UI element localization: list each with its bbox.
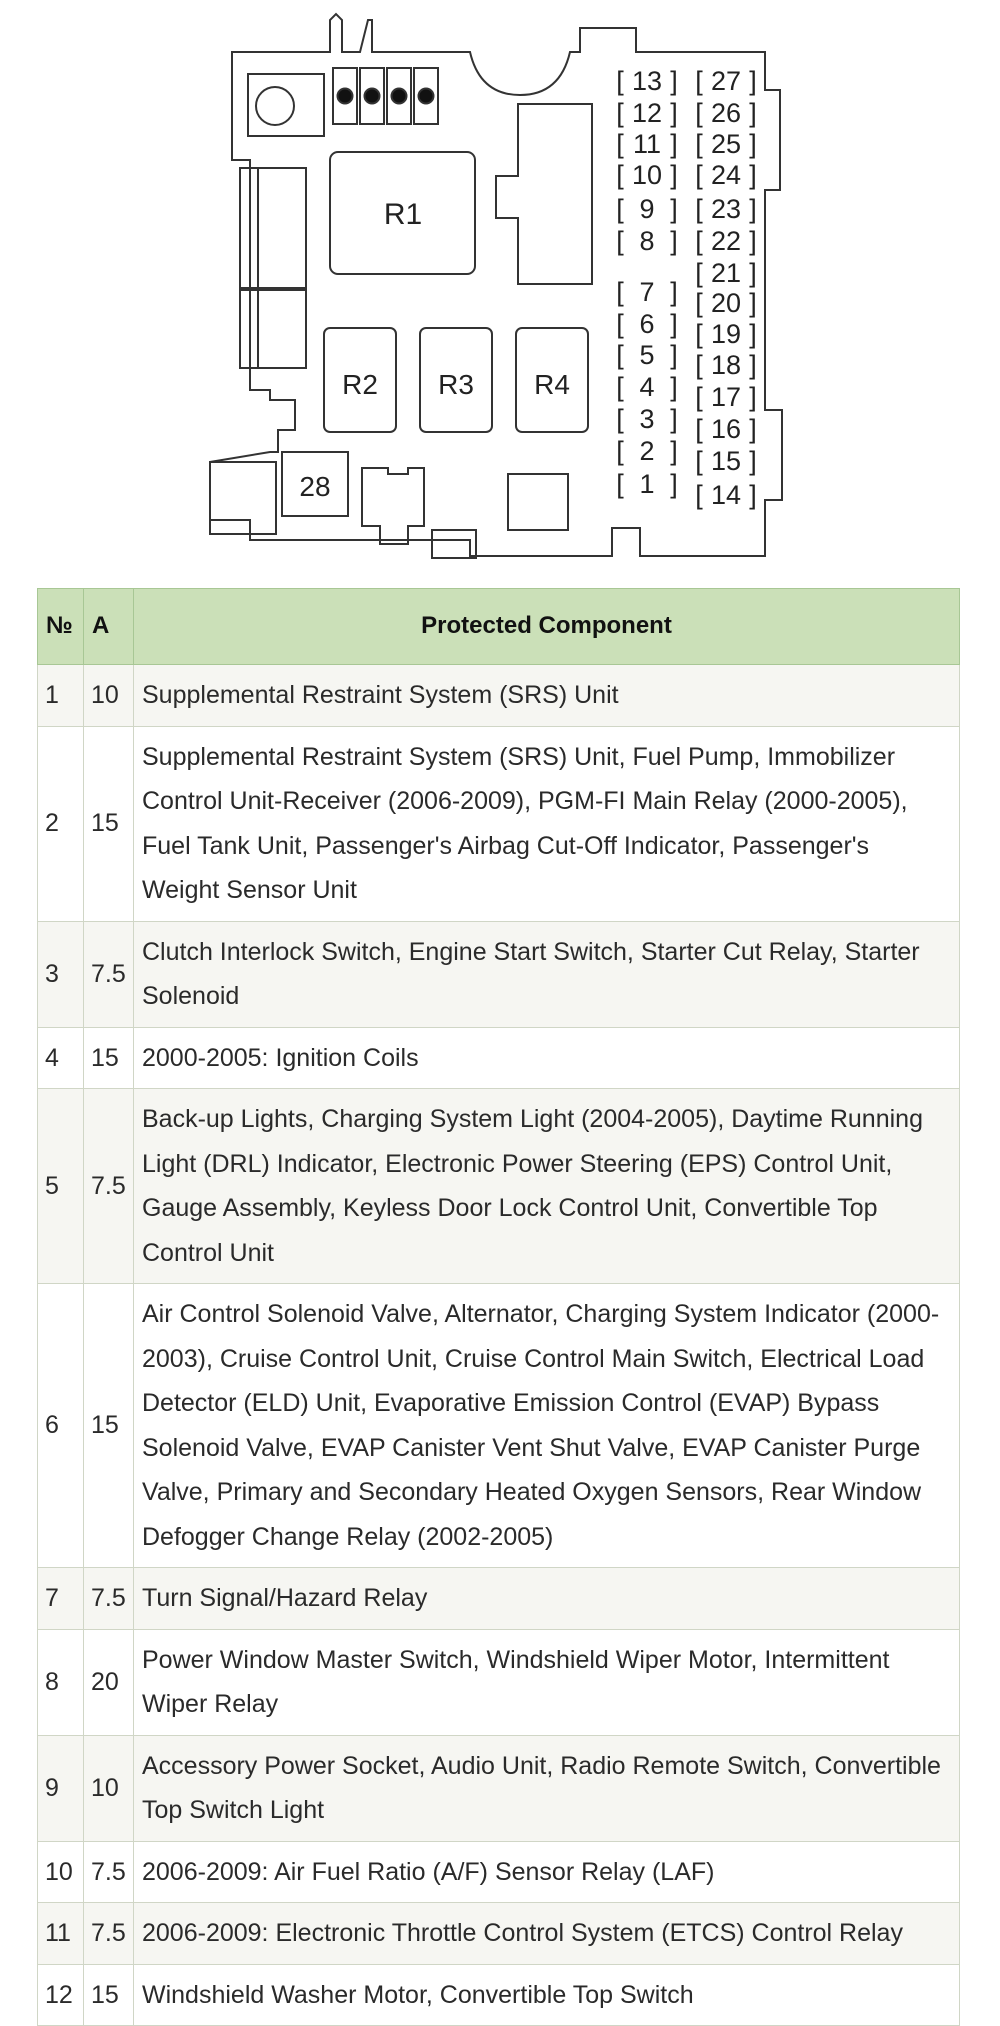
fuse-slot-bracket-left: [: [616, 340, 624, 370]
fuse-slot: [695, 98, 757, 128]
fuse-slot: [695, 226, 757, 256]
fuse-slot-bracket-left: [: [616, 226, 624, 256]
fuse-slot-label: 20: [710, 288, 742, 318]
fuse-slot-bracket-right: ]: [749, 350, 757, 380]
table-row: [38, 921, 960, 1027]
fuse-slot-label: 14: [710, 480, 742, 510]
fuse-amperage: 15: [84, 726, 134, 921]
protected-component: 2006-2009: Air Fuel Ratio (A/F) Sensor Relay (LAF): [134, 1841, 960, 1903]
fuse-amperage: 10: [84, 665, 134, 727]
fuse-slot-bracket-left: [: [695, 194, 703, 224]
fuse-slot: [616, 277, 678, 307]
fuse-slot: [695, 66, 757, 96]
fuse-slot-bracket-left: [: [616, 98, 624, 128]
fuse-number: 11: [38, 1903, 84, 1965]
fuse-slot-bracket-right: ]: [670, 404, 678, 434]
fuse-slot-bracket-left: [: [695, 226, 703, 256]
fuse-slot-label: 16: [710, 414, 742, 444]
fuse-number: 7: [38, 1568, 84, 1630]
fuse-amperage: 7.5: [84, 1841, 134, 1903]
table-row: [38, 726, 960, 921]
header-component: Protected Component: [134, 589, 960, 665]
fuse-slot-bracket-left: [: [616, 194, 624, 224]
fuse-amperage: 7.5: [84, 1089, 134, 1284]
relay-r3-label: R3: [438, 369, 474, 400]
header-number: №: [38, 589, 84, 665]
protected-component: Back-up Lights, Charging System Light (2004-2005), Daytime Running Light (DRL) Indicator, Electronic Power Steering (EPS) Control Unit, Gauge Assembly, Keyless Door Lock Control Unit, Convertible Top Control Unit: [134, 1089, 960, 1284]
fuse-amperage: 7.5: [84, 921, 134, 1027]
fuse-slot-bracket-left: [: [695, 414, 703, 444]
fuse-amperage: 7.5: [84, 1903, 134, 1965]
fuse-slot-label: 11: [632, 129, 662, 159]
fuse-slot: [695, 288, 757, 318]
fuse-amperage: 15: [84, 1964, 134, 2026]
table-row: [38, 1568, 960, 1630]
fuse-slot-bracket-right: ]: [749, 480, 757, 510]
fuse-slot-label: 17: [710, 382, 742, 412]
protected-component: Supplemental Restraint System (SRS) Unit: [134, 665, 960, 727]
fuse-slot: [616, 129, 678, 159]
fuse-slot-label: 23: [710, 194, 742, 224]
fuse-slot: [695, 480, 757, 510]
fuse-slot-label: 15: [710, 446, 742, 476]
fuse-slot-label: 22: [710, 226, 742, 256]
table-row: [38, 665, 960, 727]
fuse-number: 3: [38, 921, 84, 1027]
fuse-slot-label: 21: [710, 258, 742, 288]
fuse-slot-bracket-left: [: [695, 319, 703, 349]
table-row: [38, 1089, 960, 1284]
fuse-slot-bracket-right: ]: [749, 98, 757, 128]
fuse-slot-bracket-right: ]: [670, 194, 678, 224]
fuse-slot-label: 7: [639, 277, 655, 307]
fuse-slot: [616, 160, 678, 190]
header-amperage: A: [84, 589, 134, 665]
protected-component: Air Control Solenoid Valve, Alternator, Charging System Indicator (2000-2003), Cruise Control Unit, Cruise Control Main Switch, Electrical Load Detector (ELD) Unit, Evaporative Emission Control (EVAP) Bypass Solenoid Valve, EVAP Canister Vent Shut Valve, EVAP Canister Purge Valve, Primary and Secondary Heated Oxygen Sensors, Rear Window Defogger Change Relay (2002-2005): [134, 1284, 960, 1568]
fuse-slot-bracket-left: [: [616, 129, 624, 159]
fuse-slot-bracket-left: [: [616, 372, 624, 402]
fuse-slot-label: 2: [639, 436, 655, 466]
fuse-slot-bracket-right: ]: [670, 469, 678, 499]
fuse-slot-bracket-right: ]: [670, 160, 678, 190]
fuse-table: [37, 588, 960, 2026]
fuse-slot-label: 4: [639, 372, 655, 402]
fuse-number: 2: [38, 726, 84, 921]
protected-component: 2000-2005: Ignition Coils: [134, 1027, 960, 1089]
fuse-slot-bracket-left: [: [695, 382, 703, 412]
table-header-row: [38, 589, 960, 665]
fuse-slot-bracket-left: [: [616, 404, 624, 434]
fuse-slot-bracket-right: ]: [749, 258, 757, 288]
fuse-slot: [695, 194, 757, 224]
fuse-slot-label: 12: [631, 98, 663, 128]
fuse-slot: [695, 129, 757, 159]
fuse-number: 4: [38, 1027, 84, 1089]
fuse-slot-bracket-left: [: [616, 469, 624, 499]
diagram-labels: [0, 0, 1000, 588]
fuse-slot: [695, 258, 757, 288]
fuse-slot-bracket-right: ]: [749, 160, 757, 190]
fuse-slot: [616, 404, 678, 434]
protected-component: Power Window Master Switch, Windshield Wiper Motor, Intermittent Wiper Relay: [134, 1629, 960, 1735]
table-body: [38, 665, 960, 2026]
protected-component: Supplemental Restraint System (SRS) Unit, Fuel Pump, Immobilizer Control Unit-Receiver (2006-2009), PGM-FI Main Relay (2000-2005), Fuel Tank Unit, Passenger's Airbag Cut-Off Indicator, Passenger's Weight Sensor Unit: [134, 726, 960, 921]
fuse-slot-bracket-left: [: [695, 98, 703, 128]
fuse-slot-label: 13: [631, 66, 663, 96]
fuse-amperage: 15: [84, 1284, 134, 1568]
fuse-slot: [616, 98, 678, 128]
fuse-number: 1: [38, 665, 84, 727]
fuse-slot-label: 10: [631, 160, 663, 190]
fuse-slot-bracket-right: ]: [749, 288, 757, 318]
protected-component: Accessory Power Socket, Audio Unit, Radio Remote Switch, Convertible Top Switch Light: [134, 1735, 960, 1841]
protected-component: Clutch Interlock Switch, Engine Start Switch, Starter Cut Relay, Starter Solenoid: [134, 921, 960, 1027]
fuse-slot: [616, 469, 678, 499]
protected-component: 2006-2009: Electronic Throttle Control System (ETCS) Control Relay: [134, 1903, 960, 1965]
fuse-slot: [695, 160, 757, 190]
table-row: [38, 1629, 960, 1735]
relay-r2-label: R2: [342, 369, 378, 400]
fuse-slot: [616, 194, 678, 224]
table-row: [38, 1735, 960, 1841]
fuse-amperage: 20: [84, 1629, 134, 1735]
fuse-slot-bracket-left: [: [695, 66, 703, 96]
fuse-slot-bracket-left: [: [695, 129, 703, 159]
fuse-slot-label: 6: [639, 309, 655, 339]
fuse-slot: [695, 319, 757, 349]
fuse-box-diagram: [0, 0, 1000, 588]
fuse-slot-bracket-right: ]: [670, 309, 678, 339]
fuse-slot-bracket-left: [: [616, 66, 624, 96]
fuse-slot-label: 27: [710, 66, 742, 96]
fuse-slot: [695, 414, 757, 444]
fuse-slot-label: 8: [639, 226, 655, 256]
fuse-slot-bracket-left: [: [695, 160, 703, 190]
fuse-number: 9: [38, 1735, 84, 1841]
fuse-amperage: 10: [84, 1735, 134, 1841]
fuse-slot-bracket-right: ]: [749, 66, 757, 96]
fuse-slot: [695, 382, 757, 412]
fuse-slot-label: 1: [639, 469, 655, 499]
fuse-slot-bracket-right: ]: [670, 277, 678, 307]
table-row: [38, 1027, 960, 1089]
fuse-slot-bracket-right: ]: [670, 226, 678, 256]
fuse-slot: [616, 436, 678, 466]
fuse-slot-bracket-right: ]: [749, 129, 757, 159]
fuse-slot-bracket-right: ]: [749, 382, 757, 412]
fuse-number: 6: [38, 1284, 84, 1568]
relay-r4-label: R4: [534, 369, 570, 400]
fuse-slot-bracket-left: [: [695, 480, 703, 510]
fuse-slot: [695, 446, 757, 476]
fuse-slot-bracket-left: [: [616, 160, 624, 190]
fuse-slot-bracket-left: [: [616, 309, 624, 339]
fuse-slot-bracket-right: ]: [670, 129, 678, 159]
fuse-slot-label: 18: [710, 350, 742, 380]
fuse-slot: [616, 340, 678, 370]
fuse-amperage: 7.5: [84, 1568, 134, 1630]
fuse-slot-label: 9: [639, 194, 655, 224]
fuse-slot-bracket-right: ]: [670, 98, 678, 128]
fuse-slot-bracket-right: ]: [749, 194, 757, 224]
fuse-number: 12: [38, 1964, 84, 2026]
fuse-slot-bracket-right: ]: [749, 319, 757, 349]
fuse-slot-bracket-left: [: [695, 446, 703, 476]
fuse-slot-label: 26: [710, 98, 742, 128]
table-row: [38, 1964, 960, 2026]
fuse-slot-bracket-right: ]: [749, 446, 757, 476]
table-row: [38, 1903, 960, 1965]
fuse-slot-bracket-left: [: [695, 288, 703, 318]
fuse-slot-bracket-left: [: [616, 277, 624, 307]
fuse-slot-bracket-right: ]: [670, 340, 678, 370]
fuse-slot-bracket-left: [: [695, 258, 703, 288]
fuse-number: 5: [38, 1089, 84, 1284]
fuse-slot: [616, 66, 678, 96]
fuse-slot: [695, 350, 757, 380]
fuse-slot: [616, 226, 678, 256]
fuse-amperage: 15: [84, 1027, 134, 1089]
fuse-slot-bracket-left: [: [616, 436, 624, 466]
table-row: [38, 1284, 960, 1568]
fuse-slot-bracket-right: ]: [670, 372, 678, 402]
protected-component: Turn Signal/Hazard Relay: [134, 1568, 960, 1630]
fuse-slot-label: 19: [710, 319, 742, 349]
fuse-slot-bracket-right: ]: [749, 414, 757, 444]
relay-r1-label: R1: [383, 198, 423, 231]
fuse-number: 8: [38, 1629, 84, 1735]
fuse-slot-bracket-left: [: [695, 350, 703, 380]
fuse-slot: [616, 372, 678, 402]
fuse-slot-bracket-right: ]: [749, 226, 757, 256]
fuse-slot-label: 25: [710, 129, 742, 159]
table-row: [38, 1841, 960, 1903]
fuse-slot-bracket-right: ]: [670, 66, 678, 96]
fuse-number: 10: [38, 1841, 84, 1903]
fuse-28-label: 28: [299, 471, 331, 502]
fuse-slot: [616, 309, 678, 339]
fuse-slot-label: 5: [639, 340, 655, 370]
fuse-slot-label: 24: [710, 160, 742, 190]
fuse-slot-label: 3: [639, 404, 655, 434]
protected-component: Windshield Washer Motor, Convertible Top Switch: [134, 1964, 960, 2026]
fuse-slot-bracket-right: ]: [670, 436, 678, 466]
